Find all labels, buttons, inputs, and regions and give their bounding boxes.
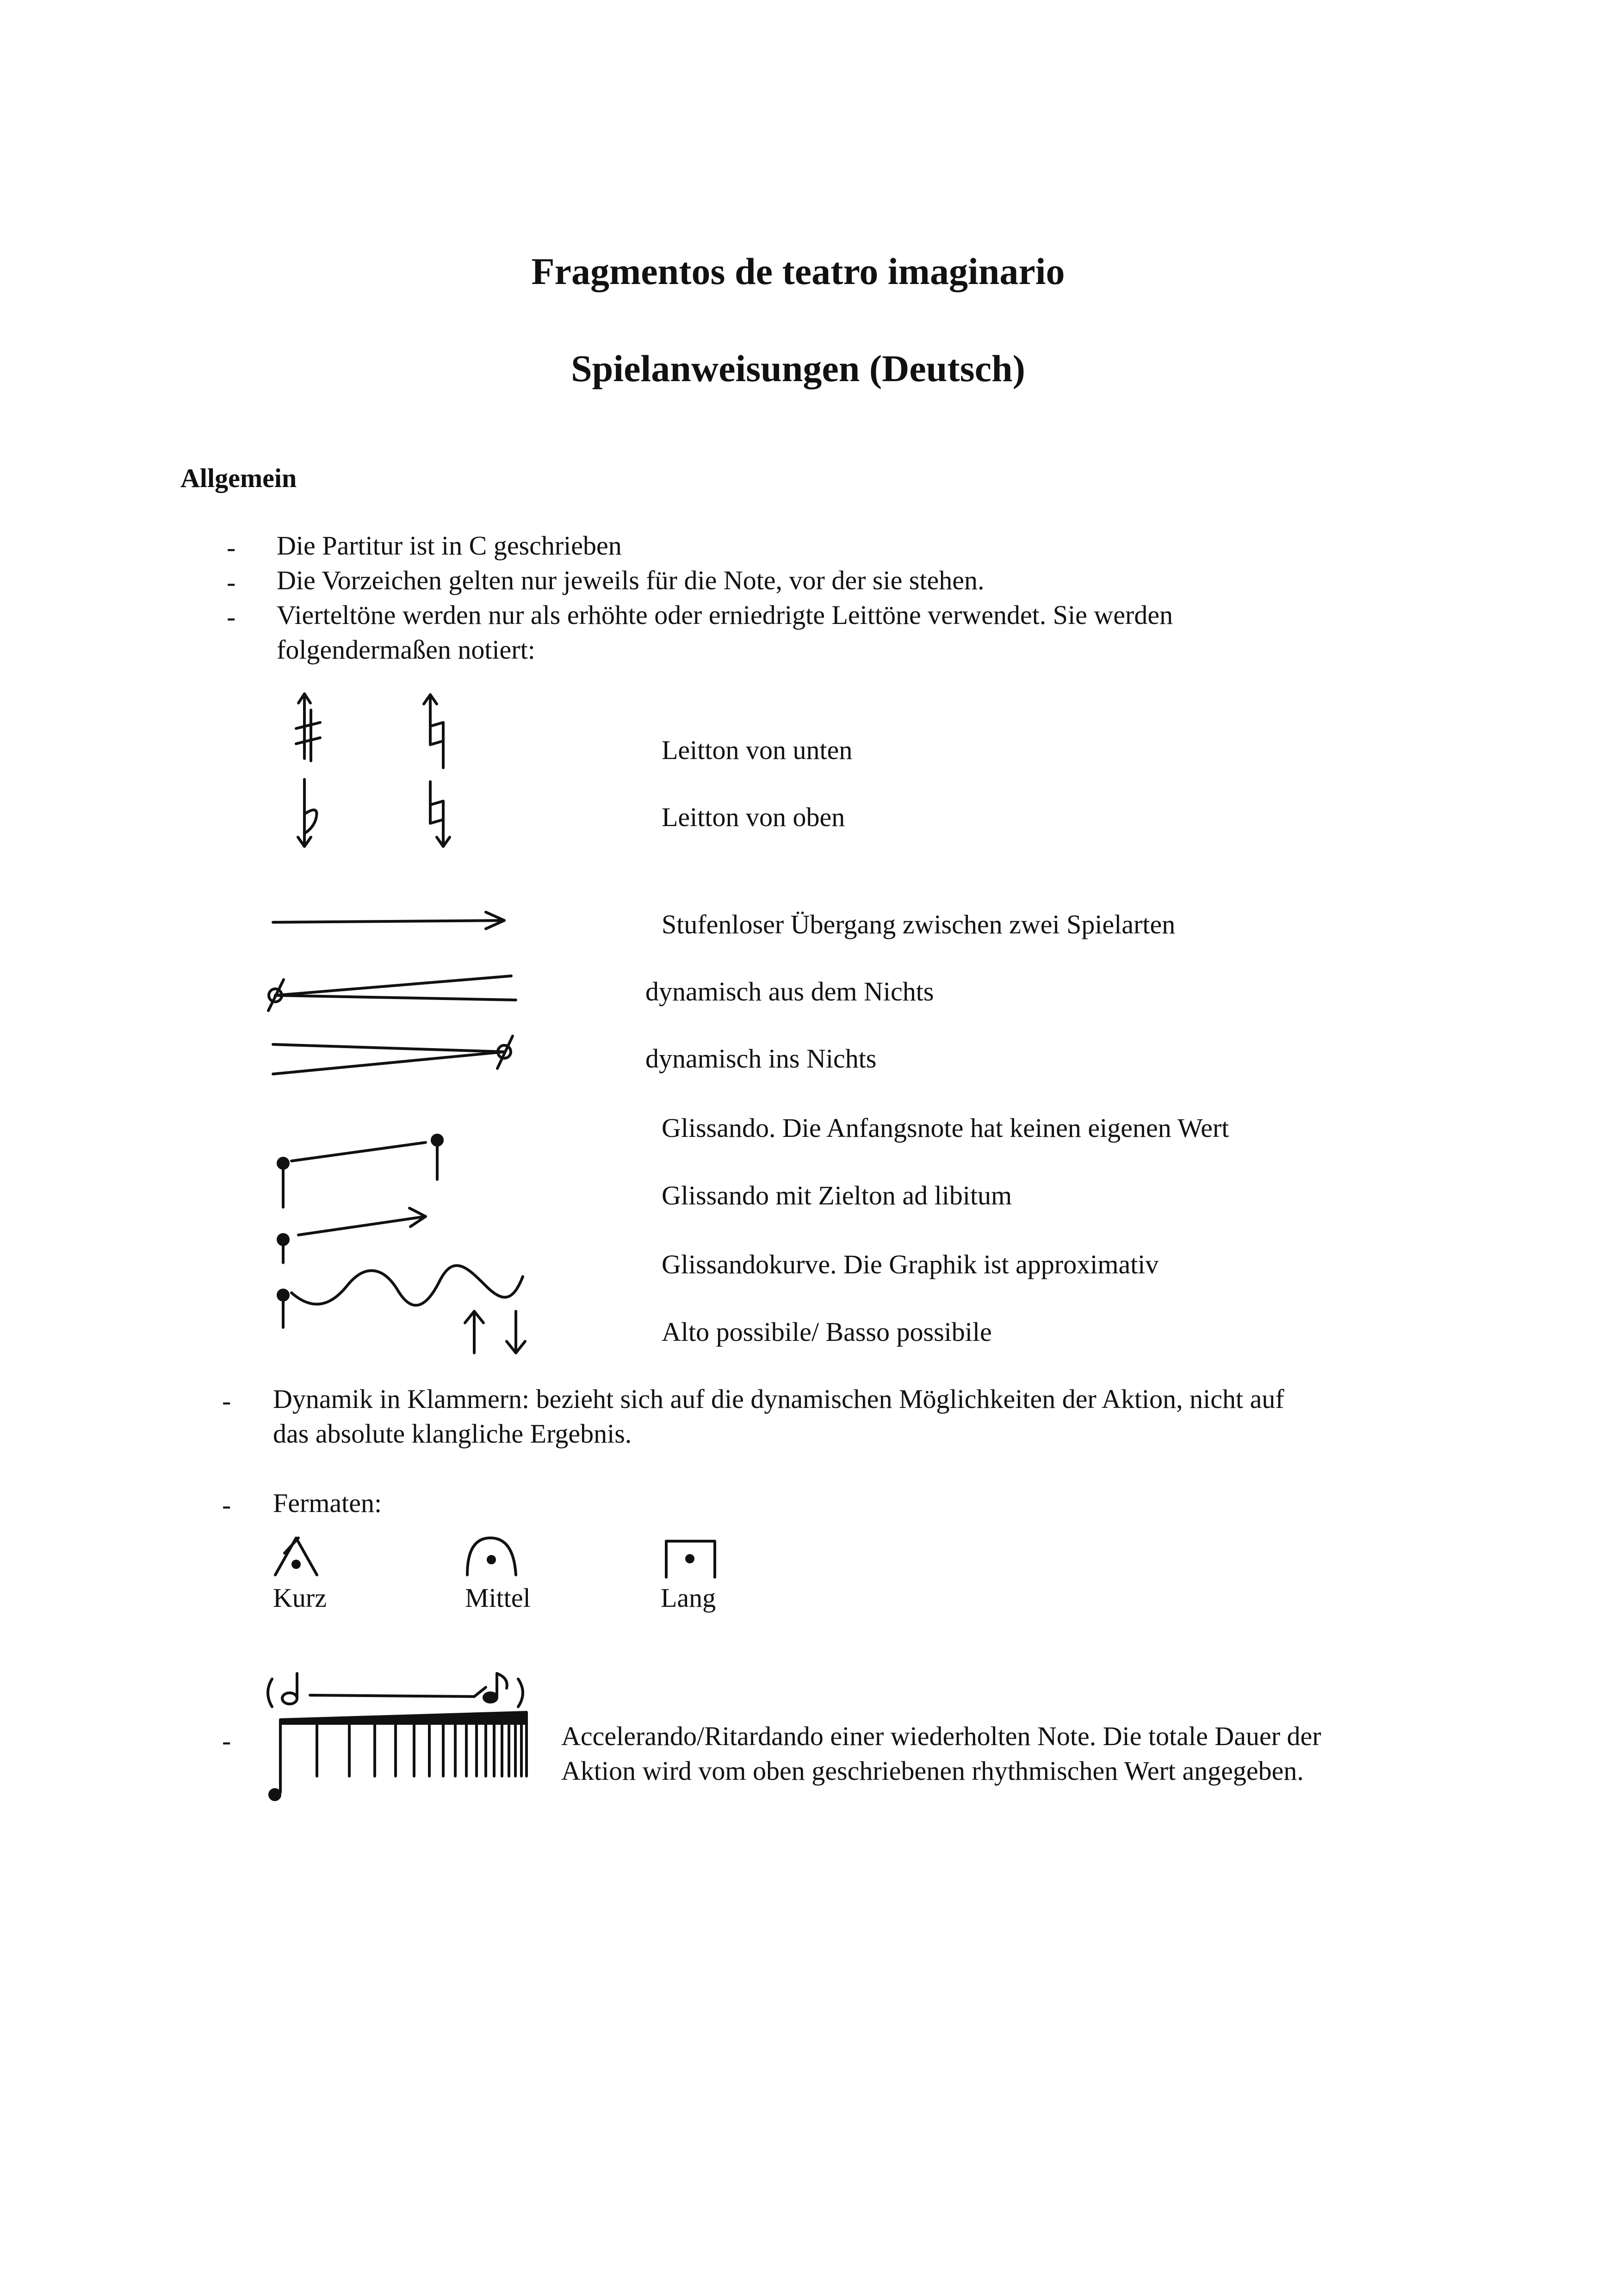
list-marker: - [227, 567, 236, 597]
list-marker: - [222, 1490, 231, 1520]
list-item: Die Vorzeichen gelten nur jeweils für die Note, vor der sie stehen. [277, 565, 985, 595]
accel-rit-line-2: Aktion wird vom oben geschriebenen rhythmischen Wert angegeben. [561, 1756, 1304, 1786]
list-item-continuation: folgendermaßen notiert: [277, 635, 535, 665]
dynamics-note-line-1: Dynamik in Klammern: bezieht sich auf die dynamischen Möglichkeiten der Aktion, nicht auf [273, 1384, 1284, 1414]
leading-tone-from-below: Leitton von unten [662, 735, 853, 765]
accelerando-ritardando-icon [259, 1670, 537, 1808]
section-heading: Allgemein [180, 463, 297, 493]
from-nothing-description: dynamisch aus dem Nichts [645, 976, 934, 1006]
short-fermata-icon [271, 1531, 326, 1582]
quarter-tone-accidentals-icon [278, 689, 472, 856]
page-subtitle: Spielanweisungen (Deutsch) [571, 347, 1025, 389]
glissando-description: Glissando. Die Anfangsnote hat keinen eigenen Wert [662, 1113, 1229, 1143]
leading-tone-from-above: Leitton von oben [662, 802, 845, 832]
glissando-curve-description: Glissandokurve. Die Graphik ist approximativ [662, 1249, 1159, 1279]
accel-rit-line-1: Accelerando/Ritardando einer wiederholten Note. Die totale Dauer der [561, 1721, 1321, 1751]
dynamics-note-line-2: das absolute klangliche Ergebnis. [273, 1419, 632, 1449]
fermata-medium-label: Mittel [465, 1583, 531, 1613]
fermata-long-label: Lang [661, 1583, 716, 1613]
glissando-icon [273, 1129, 449, 1212]
list-marker: - [227, 532, 236, 562]
crescendo-from-nothing-icon [257, 967, 520, 1018]
to-nothing-description: dynamisch ins Nichts [645, 1043, 877, 1074]
page-title: Fragmentos de teatro imaginario [531, 250, 1065, 292]
alto-basso-description: Alto possibile/ Basso possibile [662, 1317, 992, 1347]
transition-arrow-icon [268, 907, 518, 934]
fermata-short-label: Kurz [273, 1583, 327, 1613]
list-marker: - [222, 1726, 231, 1756]
long-fermata-icon [659, 1531, 724, 1582]
up-down-arrows-icon [458, 1307, 541, 1358]
list-marker: - [222, 1386, 231, 1416]
fermatas-label: Fermaten: [273, 1488, 382, 1518]
list-item: Vierteltöne werden nur als erhöhte oder erniedrigte Leittöne verwendet. Sie werden [277, 600, 1173, 630]
list-marker: - [227, 602, 236, 632]
glissando-ad-libitum-description: Glissando mit Zielton ad libitum [662, 1180, 1012, 1210]
list-item: Die Partitur ist in C geschrieben [277, 531, 622, 561]
transition-description: Stufenloser Übergang zwischen zwei Spielarten [662, 909, 1176, 939]
medium-fermata-icon [463, 1531, 523, 1582]
decrescendo-to-nothing-icon [268, 1031, 518, 1087]
